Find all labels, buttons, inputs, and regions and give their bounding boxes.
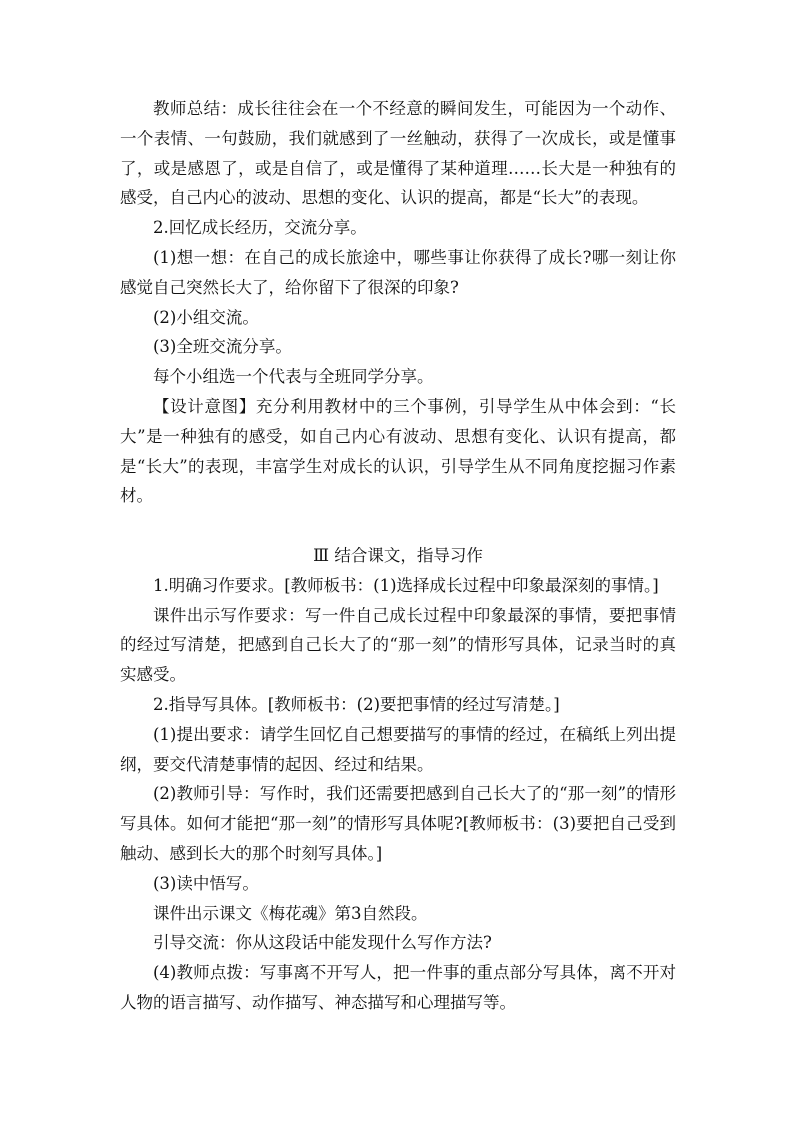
paragraph-courseware-requirements: 课件出示写作要求：写一件自己成长过程中印象最深的事情，要把事情的经过写清楚，把感到自己长大了的“那一刻”的情形写具体，记录当时的真实感受。 [120,605,676,685]
document-body [120,94,676,1018]
paragraph-read-learn: (3)读中悟写。 [153,873,259,893]
paragraph-representative: 每个小组选一个代表与全班同学分享。 [153,367,434,387]
section-heading: Ⅲ 结合课文，指导习作 [313,545,483,565]
paragraph-teacher-tips: (4)教师点拨：写事离不开写人，把一件事的重点部分写具体，离不开对人物的语言描写、动作描写、神态描写和心理描写等。 [120,963,676,1012]
paragraph-class-sharing: (3)全班交流分享。 [153,337,292,357]
paragraph-group-discussion: (2)小组交流。 [153,307,259,327]
paragraph-guide-details: 2.指导写具体。[教师板书：(2)要把事情的经过写清楚。] [153,694,560,714]
blank-line [120,511,676,541]
paragraph-recall-growth: 2.回忆成长经历，交流分享。 [153,218,367,238]
paragraph-clarify-requirements: 1.明确习作要求。[教师板书：(1)选择成长过程中印象最深刻的事情。] [153,575,659,595]
paragraph-think: (1)想一想：在自己的成长旅途中，哪些事让你获得了成长?哪一刻让你感觉自己突然长大了，给你留下了很深的印象? [120,247,676,297]
paragraph-design-intent: 【设计意图】充分利用教材中的三个事例，引导学生从中体会到：“长大”是一种独有的感受，如自己内心有波动、思想有变化、认识有提高，都是“长大”的表现，丰富学生对成长的认识，引导学生从不同角度挖掘习作素材。 [120,396,676,506]
paragraph-discussion: 引导交流：你从这段话中能发现什么写作方法? [153,933,492,953]
paragraph-outline: (1)提出要求：请学生回忆自己想要描写的事情的经过，在稿纸上列出提纲，要交代清楚事情的起因、经过和结果。 [120,724,676,774]
paragraph-courseware-text: 课件出示课文《梅花魂》第3自然段。 [153,903,428,923]
paragraph-teacher-guidance: (2)教师引导：写作时，我们还需要把感到自己长大了的“那一刻”的情形写具体。如何才能把“那一刻”的情形写具体呢?[教师板书：(3)要把自己受到触动、感到长大的那个时刻写具体。] [120,784,676,863]
paragraph-teacher-summary: 教师总结：成长往往会在一个不经意的瞬间发生，可能因为一个动作、一个表情、一句鼓励，我们就感到了一丝触动，获得了一次成长，或是懂事了，或是感恩了，或是自信了，或是懂得了某种道理……长大是一种独有的感受，自己内心的波动、思想的变化、认识的提高，都是“长大”的表现。 [120,99,676,208]
